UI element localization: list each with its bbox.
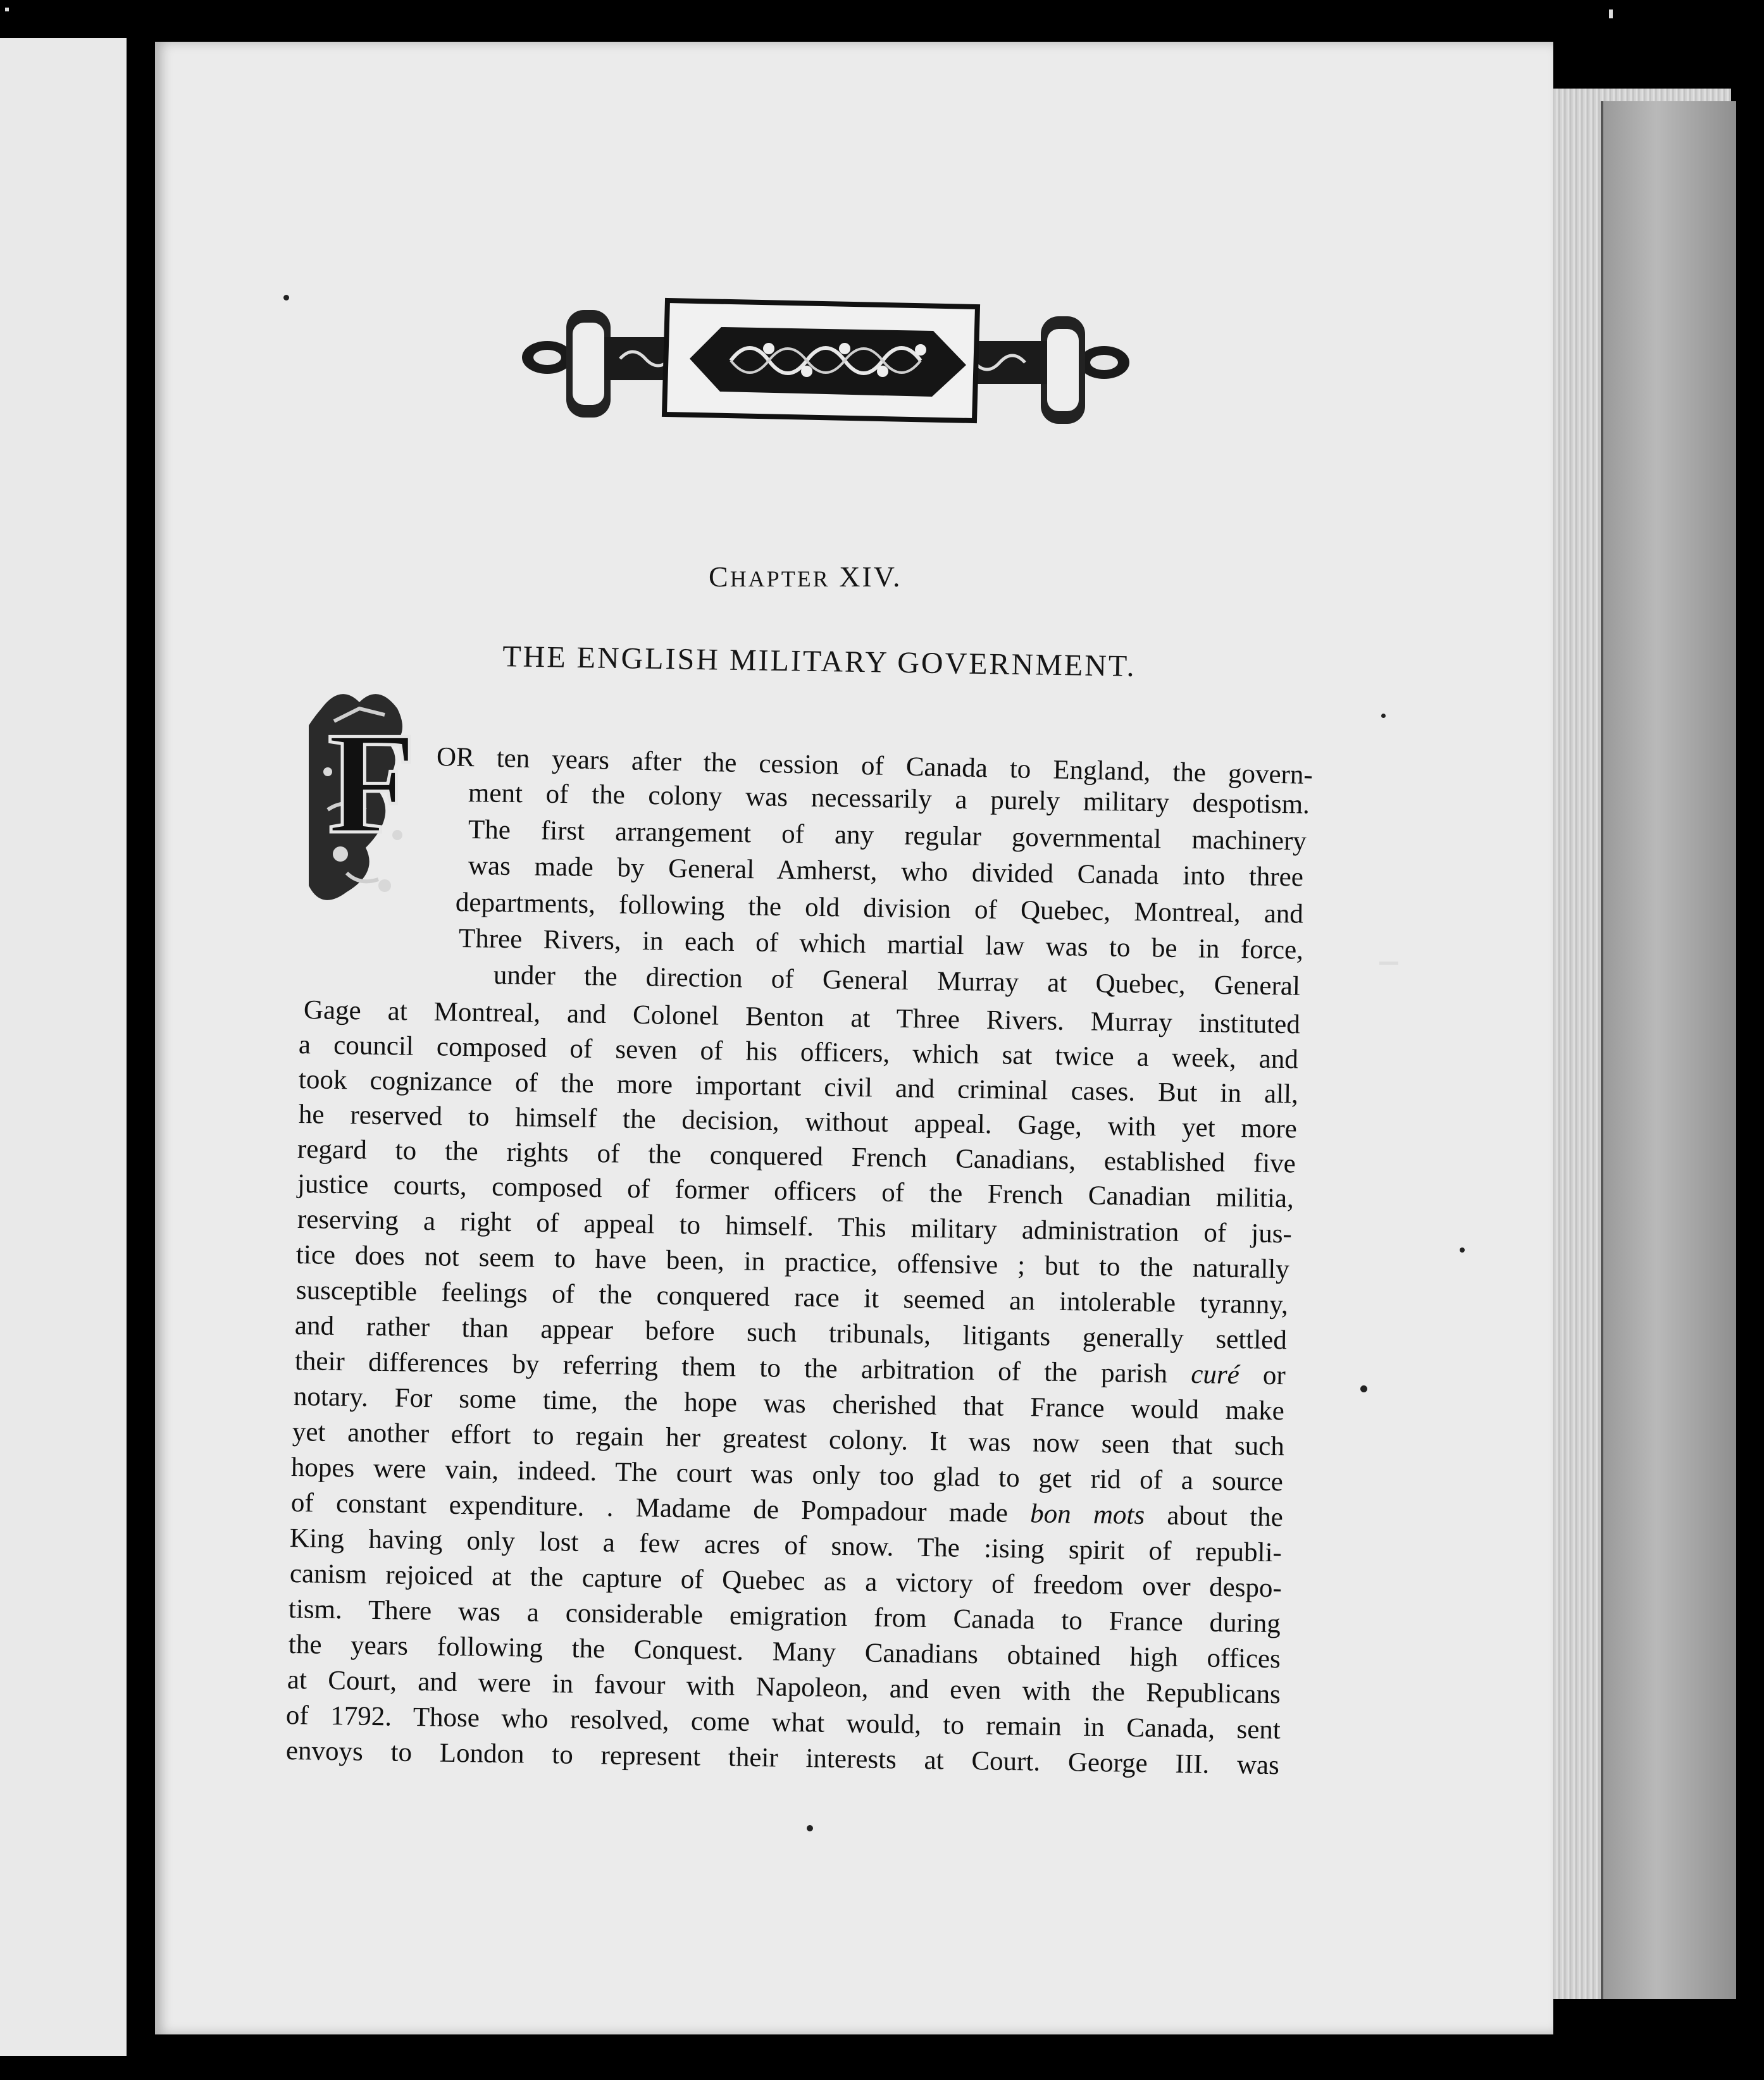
body-line: justice courts, composed of former officers of the French Canadian militia, (297, 1169, 1295, 1214)
body-line-text: their differences by referring them to the arbitration of the parish (294, 1346, 1191, 1390)
body-line: hopes were vain, indeed. The court was only too glad to get rid of a source (290, 1452, 1284, 1497)
body-line: under the direction of General Murray at Quebec, General (493, 960, 1301, 1001)
body-line: departments, following the old division of Quebec, Montreal, and (455, 888, 1304, 929)
body-line-text: about the (1144, 1501, 1284, 1533)
body-line: and rather than appear before such tribunals, litigants generally settled (294, 1311, 1288, 1356)
body-line: envoys to London to represent their interests at Court. George III. was (285, 1736, 1280, 1781)
chapter-heading-initial: C (709, 560, 730, 593)
italic-phrase: bon mots (1029, 1499, 1145, 1531)
page-blemish (1609, 9, 1613, 18)
body-line: The first arrangement of any regular governmental machinery (468, 815, 1307, 857)
body-line: he reserved to himself the decision, without appeal. Gage, with yet more (298, 1099, 1298, 1144)
page-speck (283, 295, 289, 300)
chapter-title: THE ENGLISH MILITARY GOVERNMENT. (502, 640, 1137, 683)
page-speck (1460, 1247, 1465, 1253)
body-line: tice does not seem to have been, in practice, offensive ; but to the naturally (295, 1240, 1290, 1285)
body-line: notary. For some time, the hope was cherished that France would make (293, 1382, 1285, 1427)
body-line: ment of the colony was necessarily a purely military despotism. (468, 778, 1310, 820)
page-speck (807, 1825, 813, 1831)
page-speck (1360, 1385, 1367, 1392)
body-line-text: of constant expenditure. . Madame de Pompadour made (290, 1488, 1031, 1529)
body-line: OR ten years after the cession of Canada to England, the govern- (436, 742, 1314, 791)
chapter-number: XIV. (839, 560, 902, 593)
body-line: Gage at Montreal, and Colonel Benton at Three Rivers. Murray instituted (303, 995, 1301, 1040)
body-line: King having only lost a few acres of snow. The :ising spirit of republi- (289, 1523, 1283, 1568)
body-line: susceptible feelings of the conquered race it seemed an intolerable tyranny, (295, 1275, 1289, 1320)
body-line: of 1792. Those who resolved, come what would, to remain in Canada, sent (285, 1700, 1281, 1745)
book-gutter (127, 38, 157, 2056)
body-line: Three Rivers, in each of which martial law was to be in force, (458, 924, 1304, 965)
body-line: tism. There was a considerable emigration from Canada to France during (288, 1594, 1281, 1639)
body-line: reserving a right of appeal to himself. This military administration of jus- (297, 1204, 1293, 1249)
body-line: was made by General Amherst, who divided Canada into three (468, 851, 1304, 893)
body-line: yet another effort to regain her greatest colony. It was now seen that such (292, 1417, 1285, 1462)
page-speck (1381, 714, 1386, 718)
body-line: canism rejoiced at the capture of Quebec as a victory of freedom over despo- (289, 1559, 1283, 1604)
decorated-drop-cap (309, 683, 435, 936)
scroll-ornament-headpiece (509, 288, 1142, 433)
chapter-heading-smallcaps: HAPTER (730, 566, 830, 591)
drop-cap-letter: F (327, 702, 417, 864)
body-line: at Court, and were in favour with Napoleon, and even with the Republicans (287, 1665, 1281, 1710)
body-line-text: or (1239, 1360, 1286, 1391)
page-blemish (5, 8, 9, 11)
body-line: a council composed of seven of his officers, which sat twice a week, and (298, 1030, 1299, 1075)
body-line: regard to the rights of the conquered French Canadians, established five (297, 1134, 1296, 1179)
chapter-heading (709, 560, 902, 593)
body-line: took cognizance of the more important civil and criminal cases. But in all, (298, 1065, 1299, 1110)
facing-page (0, 38, 138, 2056)
italic-phrase: curé (1191, 1359, 1240, 1390)
body-line: the years following the Conquest. Many Canadians obtained high offices (288, 1630, 1281, 1675)
page-blemish (1379, 962, 1398, 965)
book-cover-edge (1601, 101, 1736, 1999)
